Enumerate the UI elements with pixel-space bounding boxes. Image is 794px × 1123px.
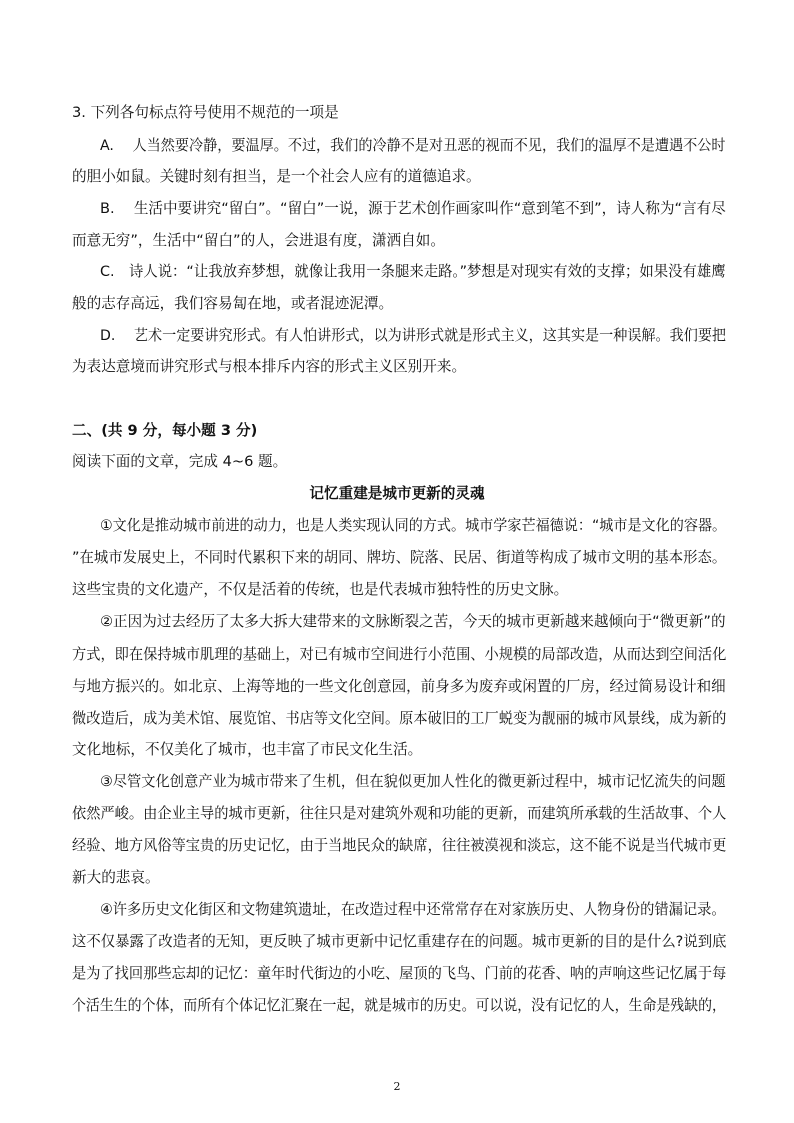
paragraph-2-line-1: ②正因为过去经历了太多大拆大建带来的文脉断裂之苦，今天的城市更新越来越倾向于“微更新”的 (100, 613, 726, 630)
option-a-line-2: 的胆小如鼠。关键时刻有担当，是一个社会人应有的道德追求。 (72, 168, 481, 185)
option-b-line-1: B. 生活中要讲究“留白”。“留白”一说，源于艺术创作画家叫作“意到笔不到”，诗人称为“言有尽 (100, 200, 726, 217)
paragraph-4-line-4: 个活生生的个体，而所有个体记忆汇聚在一起，就是城市的历史。可以说，没有记忆的人，生命是残缺的， (72, 997, 726, 1014)
option-d-line-2: 为表达意境而讲究形式与根本排斥内容的形式主义区别开来。 (72, 358, 467, 375)
question-3-stem: 3. 下列各句标点符号使用不规范的一项是 (72, 104, 339, 121)
paragraph-3-line-3: 经验、地方风俗等宝贵的历史记忆，由于当地民众的缺席，往往被漠视和淡忘，这不能不说是当代城市更 (72, 837, 727, 854)
paragraph-4-line-2: 这不仅暴露了改造者的无知，更反映了城市更新中记忆重建存在的问题。城市更新的目的是什么?说到底 (72, 933, 727, 950)
option-a-line-1: A. 人当然要冷静，要温厚。不过，我们的冷静不是对丑恶的视而不见，我们的温厚不是遭遇不公时 (100, 137, 726, 154)
option-b-line-2: 而意无穷”，生活中“留白”的人，会进退有度，潇洒自如。 (72, 232, 445, 249)
paragraph-2-line-2: 方式，即在保持城市肌理的基础上，对已有城市空间进行小范围、小规模的局部改造，从而达到空间活化 (72, 646, 727, 663)
paragraph-3-line-2: 依然严峻。由企业主导的城市更新，往往只是对建筑外观和功能的更新，而建筑所承载的生活故事、个人 (72, 805, 727, 822)
article-title: 记忆重建是城市更新的灵魂 (309, 485, 485, 502)
paragraph-2-line-5: 文化地标，不仅美化了城市，也丰富了市民文化生活。 (72, 741, 423, 758)
paragraph-2-line-3: 与地方振兴的。如北京、上海等地的一些文化创意园，前身多为废弃或闲置的厂房，经过简易设计和细 (72, 678, 726, 695)
paragraph-3-line-1: ③尽管文化创意产业为城市带来了生机，但在貌似更加人性化的微更新过程中，城市记忆流失的问题 (100, 773, 726, 790)
option-c-line-1: C. 诗人说：“让我放弃梦想，就像让我用一条腿来走路。”梦想是对现实有效的支撑；如果没有雄鹰 (100, 263, 726, 280)
option-c-line-2: 般的志存高远，我们容易匐在地，或者混迹泥潭。 (72, 295, 394, 312)
section-2-heading: 二、(共 9 分，每小题 3 分) (72, 422, 258, 439)
section-2-instruction: 阅读下面的文章，完成 4~6 题。 (72, 453, 288, 470)
paragraph-3-line-4: 新大的悲哀。 (72, 869, 160, 886)
paragraph-4-line-1: ④许多历史文化街区和文物建筑遗址，在改造过程中还常常存在对家族历史、人物身份的错漏记录。 (100, 901, 726, 918)
paragraph-1-line-1: ①文化是推动城市前进的动力，也是人类实现认同的方式。城市学家芒福德说：“城市是文化的容器。 (100, 517, 727, 534)
paragraph-4-line-3: 是为了找回那些忘却的记忆：童年时代街边的小吃、屋顶的飞鸟、门前的花香、呐的声响这些记忆属于每 (72, 965, 727, 982)
paragraph-1-line-3: 这些宝贵的文化遗产，不仅是活着的传统，也是代表城市独特性的历史文脉。 (72, 581, 569, 598)
page-number: 2 (393, 1080, 401, 1093)
paragraph-2-line-4: 微改造后，成为美术馆、展览馆、书店等文化空间。原本破旧的工厂蜕变为靓丽的城市风景线，成为新的 (72, 710, 727, 727)
paragraph-1-line-2: ”在城市发展史上，不同时代累积下来的胡同、牌坊、院落、民居、街道等构成了城市文明的基本形态。 (72, 549, 727, 566)
option-d-line-1: D. 艺术一定要讲究形式。有人怕讲形式，以为讲形式就是形式主义，这其实是一种误解。我们要把 (100, 327, 727, 344)
